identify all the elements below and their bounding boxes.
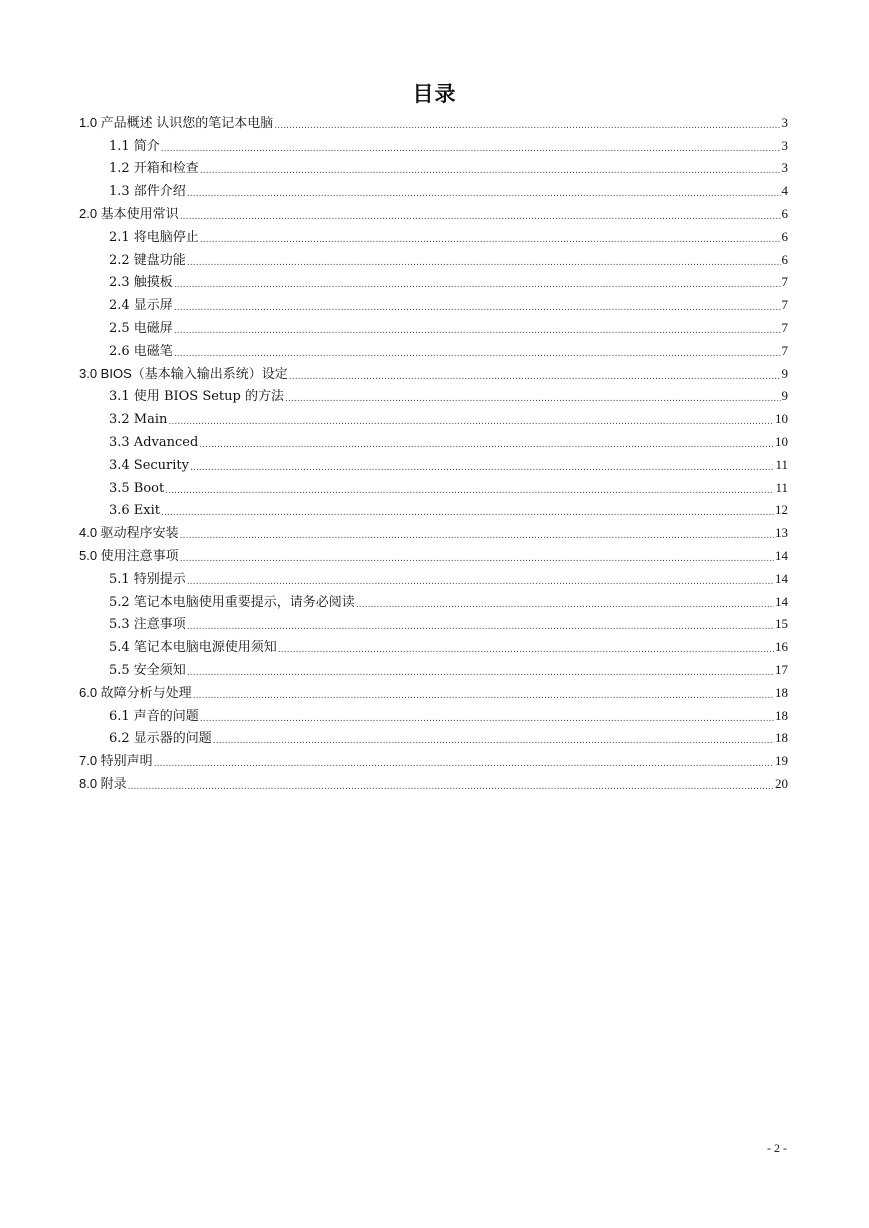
toc-entry-page: 14 [775, 570, 788, 586]
toc-entry[interactable] [79, 632, 788, 655]
toc-entry-label: 3.2 Main [109, 412, 168, 428]
toc-entry-page: 7 [781, 274, 788, 290]
toc-entry[interactable] [79, 541, 788, 564]
toc-entry-page: 3 [781, 137, 788, 153]
toc-leader-dots [200, 165, 781, 176]
toc-entry-label: 6.0 故障分析与处理 [79, 684, 192, 700]
toc-entry[interactable] [79, 222, 788, 245]
toc-entry-label: 1.2 开箱和检查 [109, 161, 199, 177]
page-number: - 2 - [767, 1141, 787, 1155]
toc-entry[interactable] [79, 359, 788, 382]
toc-entry-page: 4 [781, 183, 788, 199]
toc-leader-dots [174, 325, 781, 336]
toc-entry-label: 5.2 笔记本电脑使用重要提示，请务必阅读 [109, 594, 355, 610]
toc-leader-dots [278, 644, 774, 655]
toc-entry[interactable] [79, 131, 788, 154]
toc-leader-dots [154, 758, 774, 769]
toc-entry[interactable] [79, 655, 788, 678]
toc-entry-page: 10 [775, 411, 788, 427]
page-title: 目录 [412, 82, 457, 106]
toc-leader-dots [193, 690, 774, 701]
toc-entry-label: 1.3 部件介绍 [109, 184, 186, 200]
toc-entry-page: 6 [781, 228, 788, 244]
toc-leader-dots [190, 462, 774, 473]
toc-entry[interactable] [79, 564, 788, 587]
toc-entry-label: 2.3 触摸板 [109, 275, 173, 291]
toc-entry-page: 15 [775, 616, 788, 632]
toc-entry[interactable] [79, 746, 788, 769]
toc-entry[interactable] [79, 701, 788, 724]
toc-leader-dots [187, 188, 781, 199]
toc-entry-page: 3 [781, 114, 788, 130]
toc-leader-dots [128, 781, 774, 792]
toc-leader-dots [200, 234, 781, 245]
toc-entry-page: 3 [781, 160, 788, 176]
toc-leader-dots [187, 621, 774, 632]
toc-entry[interactable] [79, 154, 788, 177]
toc-leader-dots [174, 302, 781, 313]
toc-entry-page: 19 [775, 753, 788, 769]
toc-entry[interactable] [79, 427, 788, 450]
toc-leader-dots [187, 576, 774, 587]
toc-entry-label: 2.4 显示屏 [109, 298, 173, 314]
toc-entry-label: 2.5 电磁屏 [109, 320, 173, 336]
toc-entry-label: 3.1 使用 BIOS Setup 的方法 [109, 389, 284, 405]
toc-entry-page: 9 [781, 388, 788, 404]
toc-entry-label: 3.5 Boot [109, 480, 165, 496]
toc-entry-page: 6 [781, 205, 788, 221]
toc-entry-page: 9 [781, 365, 788, 381]
toc-leader-dots [174, 279, 781, 290]
toc-entry-page: 11 [775, 479, 788, 495]
toc-entry-label: 2.2 键盘功能 [109, 252, 186, 268]
toc-entry-page: 18 [775, 730, 788, 746]
toc-entry[interactable] [79, 313, 788, 336]
toc-leader-dots [289, 371, 781, 382]
toc-entry-label: 1.1 简介 [109, 138, 160, 154]
toc-entry-page: 16 [775, 639, 788, 655]
toc-entry-page: 10 [775, 433, 788, 449]
toc-entry-label: 5.5 安全须知 [109, 662, 186, 678]
toc-leader-dots [161, 507, 774, 518]
toc-entry-label: 8.0 附录 [79, 775, 127, 791]
toc-entry-page: 14 [775, 547, 788, 563]
toc-entry-label: 6.2 显示器的问题 [109, 731, 212, 747]
toc-entry-page: 18 [775, 684, 788, 700]
toc-entry[interactable] [79, 108, 788, 131]
toc-entry-page: 12 [775, 502, 788, 518]
toc-entry[interactable] [79, 496, 788, 519]
toc-leader-dots [200, 713, 774, 724]
toc-entry[interactable] [79, 382, 788, 405]
table-of-contents [79, 108, 788, 792]
toc-entry-label: 2.1 将电脑停止 [109, 229, 199, 245]
toc-entry-label: 3.4 Security [109, 457, 189, 473]
toc-entry[interactable] [79, 336, 788, 359]
toc-entry[interactable] [79, 404, 788, 427]
toc-entry-label: 1.0 产品概述 认识您的笔记本电脑 [79, 114, 274, 130]
toc-entry-label: 3.0 BIOS（基本输入输出系统）设定 [79, 365, 288, 381]
toc-entry-label: 3.6 Exit [109, 503, 161, 519]
toc-leader-dots [180, 530, 774, 541]
toc-entry-page: 20 [775, 775, 788, 791]
toc-leader-dots [285, 393, 781, 404]
toc-entry[interactable] [79, 268, 788, 291]
toc-entry-label: 2.0 基本使用常识 [79, 205, 179, 221]
toc-leader-dots [180, 553, 774, 564]
toc-leader-dots [174, 348, 781, 359]
toc-entry-page: 17 [775, 661, 788, 677]
toc-entry[interactable] [79, 587, 788, 610]
toc-entry[interactable] [79, 450, 788, 473]
toc-entry-page: 14 [775, 593, 788, 609]
toc-leader-dots [187, 667, 774, 678]
toc-entry-label: 2.6 电磁笔 [109, 343, 173, 359]
toc-entry-label: 6.1 声音的问题 [109, 708, 199, 724]
toc-entry[interactable] [79, 724, 788, 747]
toc-entry[interactable] [79, 610, 788, 633]
toc-entry-label: 4.0 驱动程序安装 [79, 525, 179, 541]
toc-leader-dots [356, 599, 774, 610]
toc-leader-dots [213, 735, 774, 746]
toc-entry-page: 7 [781, 342, 788, 358]
toc-entry-page: 7 [781, 319, 788, 335]
toc-entry[interactable] [79, 290, 788, 313]
toc-entry[interactable] [79, 769, 788, 792]
toc-leader-dots [168, 416, 774, 427]
toc-leader-dots [199, 439, 774, 450]
toc-entry[interactable] [79, 245, 788, 268]
toc-entry-page: 6 [781, 251, 788, 267]
toc-entry-page: 13 [775, 525, 788, 541]
toc-leader-dots [187, 257, 781, 268]
toc-entry-label: 5.1 特别提示 [109, 571, 186, 587]
toc-leader-dots [165, 485, 774, 496]
toc-leader-dots [161, 143, 781, 154]
toc-entry-label: 5.4 笔记本电脑电源使用须知 [109, 640, 277, 656]
toc-entry[interactable] [79, 473, 788, 496]
toc-entry[interactable] [79, 176, 788, 199]
toc-leader-dots [274, 120, 780, 131]
toc-entry-label: 5.3 注意事项 [109, 617, 186, 633]
toc-entry-label: 5.0 使用注意事项 [79, 547, 179, 563]
toc-entry-page: 7 [781, 297, 788, 313]
toc-leader-dots [180, 211, 781, 222]
toc-entry[interactable] [79, 518, 788, 541]
toc-entry-page: 18 [775, 707, 788, 723]
toc-entry-page: 11 [775, 456, 788, 472]
toc-entry[interactable] [79, 678, 788, 701]
toc-entry[interactable] [79, 199, 788, 222]
toc-entry-label: 3.3 Advanced [109, 434, 199, 450]
toc-entry-label: 7.0 特别声明 [79, 753, 153, 769]
